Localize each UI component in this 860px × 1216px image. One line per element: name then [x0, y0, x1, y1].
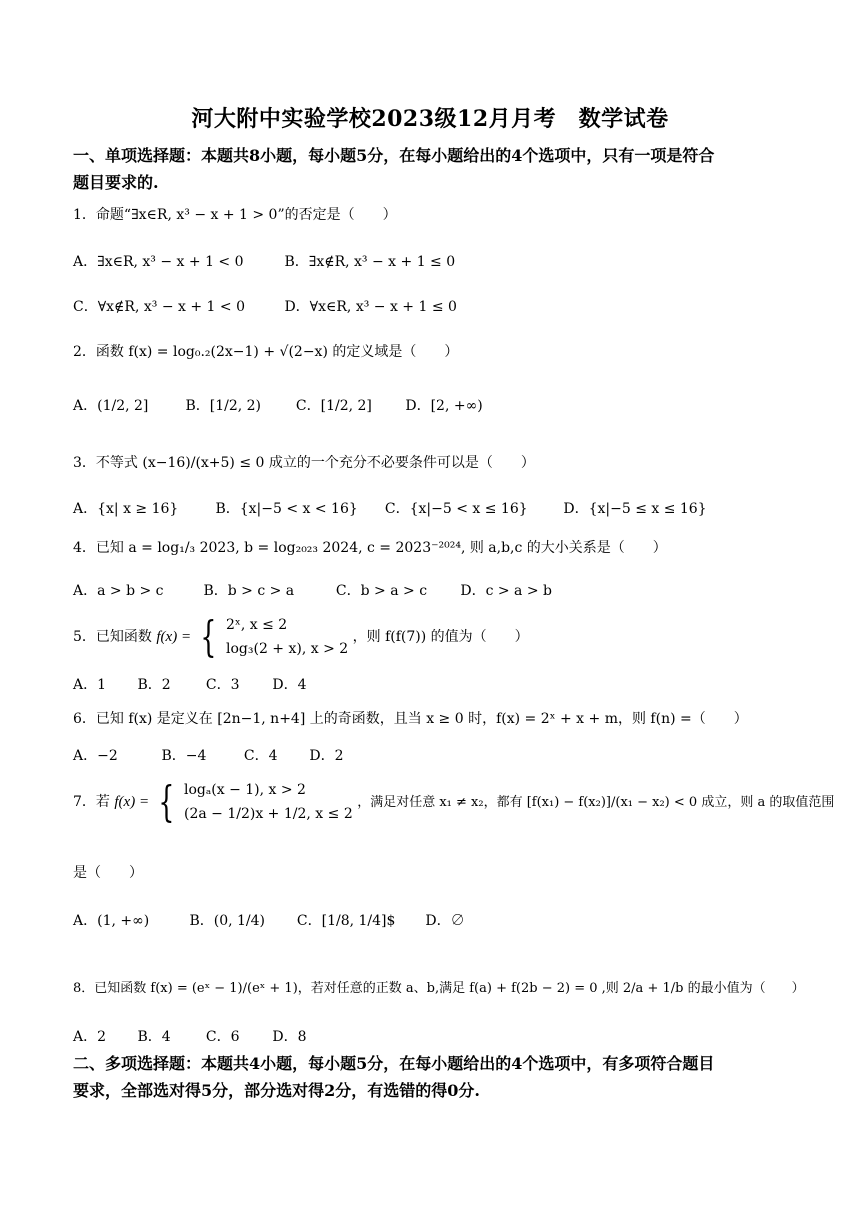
option-5a: A．1 — [73, 677, 107, 693]
question-2-options — [73, 395, 788, 417]
option-8a: A．2 — [73, 1029, 107, 1045]
option-7d: D．∅ — [425, 913, 465, 929]
section-1-line2: 题目要求的. — [73, 173, 159, 192]
section-1-heading — [73, 142, 788, 196]
question-7-cases — [184, 778, 353, 826]
option-2d: D．[2, +∞) — [405, 398, 483, 414]
option-3d: D．{x|−5 ≤ x ≤ 16} — [563, 501, 707, 517]
option-4b: B．b > c > a — [203, 583, 295, 599]
option-7c: C．[1/8, 1/4]$ — [296, 913, 396, 929]
question-6-stem: 6．已知 f(x) 是定义在 [2n−1, n+4] 上的奇函数，且当 x ≥ 0 时，f(x) = 2ˣ + x + m，则 f(n) =（ ） — [73, 711, 748, 727]
page-title: 河大附中实验学校2023级12月月考 数学试卷 — [191, 106, 669, 132]
question-5-case1: 2ˣ, x ≤ 2 — [226, 617, 288, 633]
question-5-options — [73, 674, 788, 696]
option-6c: C．4 — [243, 748, 278, 764]
question-5-stem: 5．已知函数 f(x) = { 2ˣ, x ≤ 2 log₃(2 + x), x > 2 ，则 f(f(7)) 的值为（ ） — [73, 612, 529, 661]
question-3-options — [73, 498, 788, 520]
question-7-prefix: 7．若 — [73, 794, 110, 810]
question-4-stem: 4．已知 a = log₁/₃ 2023, b = log₂₀₂₃ 2024, c = 2023⁻²⁰²⁴, 则 a,b,c 的大小关系是（ ） — [73, 540, 667, 556]
question-5-cases — [226, 613, 348, 661]
question-7-options — [73, 910, 788, 932]
option-7a: A．(1, +∞) — [73, 913, 150, 929]
option-2a: A．(1/2, 2] — [73, 398, 149, 414]
option-1d: D．∀x∈R, x³ − x + 1 ≤ 0 — [284, 299, 457, 315]
option-2c: C．[1/2, 2] — [295, 398, 372, 414]
option-8b: B．4 — [137, 1029, 171, 1045]
question-2-stem: 2．函数 f(x) = log₀.₂(2x−1) + √(2−x) 的定义域是（ ） — [73, 344, 459, 360]
option-3b: B．{x|−5 < x < 16} — [215, 501, 358, 517]
section-2-line2: 要求，全部选对得5分，部分选对得2分，有选错的得0分. — [73, 1081, 480, 1100]
section-2-heading — [73, 1050, 788, 1104]
question-1-options-row1 — [73, 251, 788, 273]
option-1c: C．∀x∉R, x³ − x + 1 < 0 — [73, 299, 245, 315]
option-4c: C．b > a > c — [335, 583, 428, 599]
section-2-line1: 二、多项选择题：本题共4小题，每小题5分，在每小题给出的4个选项中，有多项符合题目 — [73, 1054, 715, 1073]
question-1-stem: 1．命题“∃x∈R, x³ − x + 1 > 0”的否定是（ ） — [73, 207, 397, 223]
option-6b: B．−4 — [161, 748, 207, 764]
question-6-options — [73, 745, 788, 767]
section-1-line1: 一、单项选择题：本题共8小题，每小题5分，在每小题给出的4个选项中，只有一项是符合 — [73, 146, 715, 165]
option-1b: B．∃x∉R, x³ − x + 1 ≤ 0 — [284, 254, 456, 270]
option-5d: D．4 — [272, 677, 307, 693]
question-8-stem: 8．已知函数 f(x) = (eˣ − 1)/(eˣ + 1)，若对任意的正数 a、b,满足 f(a) + f(2b − 2) = 0 ,则 2/a + 1/b 的最小值为（ ） — [73, 981, 805, 996]
cases-brace: { — [200, 612, 217, 661]
question-7-case1: logₐ(x − 1), x > 2 — [184, 782, 306, 798]
cases-brace: { — [158, 777, 175, 826]
question-4-options — [73, 580, 788, 602]
option-3c: C．{x|−5 < x ≤ 16} — [384, 501, 528, 517]
option-4d: D．c > a > b — [460, 583, 552, 599]
option-8d: D．8 — [272, 1029, 307, 1045]
option-3a: A．{x| x ≥ 16} — [73, 501, 179, 517]
question-5-prefix: 5．已知函数 — [73, 629, 152, 645]
option-2b: B．[1/2, 2) — [185, 398, 262, 414]
question-7-suffix: ，满足对任意 x₁ ≠ x₂，都有 [f(x₁) − f(x₂)]/(x₁ − x₂) < 0 成立，则 a 的取值范围 — [357, 795, 835, 810]
question-8-options — [73, 1026, 788, 1048]
option-4a: A．a > b > c — [73, 583, 164, 599]
question-7-case2: (2a − 1/2)x + 1/2, x ≤ 2 — [184, 806, 353, 822]
question-7-stem-line2: 是（ ） — [73, 865, 143, 881]
option-6d: D．2 — [309, 748, 344, 764]
option-1a: A．∃x∈R, x³ − x + 1 < 0 — [73, 254, 244, 270]
option-6a: A．−2 — [73, 748, 118, 764]
question-5-suffix: ，则 f(f(7)) 的值为（ ） — [352, 629, 529, 645]
option-5b: B．2 — [137, 677, 171, 693]
option-7b: B．(0, 1/4) — [189, 913, 266, 929]
question-7-stem: 7．若 f(x) = { logₐ(x − 1), x > 2 (2a − 1/2)x + 1/2, x ≤ 2 ，满足对任意 x₁ ≠ x₂，都有 [f(x₁) − f(x₂)]/(x₁ − x₂) < 0 成立，则 a 的取值范围 — [73, 777, 835, 826]
question-5-case2: log₃(2 + x), x > 2 — [226, 641, 349, 657]
question-3-stem: 3．不等式 (x−16)/(x+5) ≤ 0 成立的一个充分不必要条件可以是（ ） — [73, 455, 535, 471]
option-5c: C．3 — [205, 677, 240, 693]
option-8c: C．6 — [205, 1029, 240, 1045]
question-1-options-row2 — [73, 296, 788, 318]
